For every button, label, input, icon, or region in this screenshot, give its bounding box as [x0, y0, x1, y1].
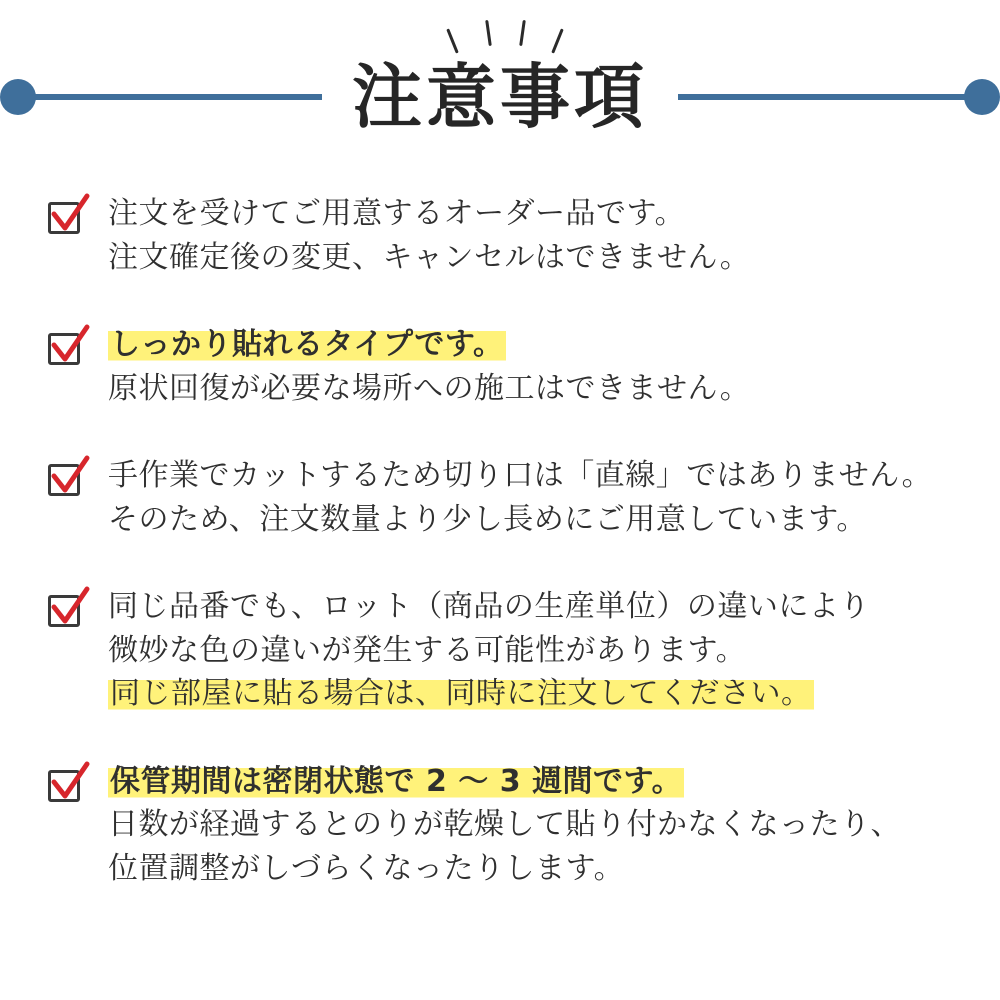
checkbox-checked-icon	[46, 329, 86, 369]
list-item-text	[108, 760, 960, 891]
list-item	[46, 760, 960, 891]
list-item	[46, 323, 960, 410]
list-item-text	[108, 192, 960, 279]
notice-line: しっかり貼れるタイプです。	[110, 327, 504, 362]
rule-left	[34, 94, 322, 100]
list-item	[46, 192, 960, 279]
bullet-dot-right	[964, 79, 1000, 115]
notice-line: 位置調整がしづらくなったりします。	[108, 850, 625, 886]
notice-list	[0, 192, 1000, 890]
notice-line: 注文確定後の変更、キャンセルはできません。	[108, 239, 751, 275]
list-item-text	[108, 323, 960, 410]
bullet-dot-left	[0, 79, 36, 115]
notice-line: 微妙な色の違いが発生する可能性があります。	[108, 632, 747, 668]
checkbox-checked-icon	[46, 460, 86, 500]
list-item-text	[108, 585, 960, 716]
notice-line: 手作業でカットするため切り口は「直線」ではありません。	[108, 458, 933, 493]
checkbox-checked-icon	[46, 198, 86, 238]
rule-right	[678, 94, 966, 100]
notice-line: 原状回復が必要な場所への施工はできません。	[108, 370, 751, 406]
notice-line: そのため、注文数量より少し長めにご用意しています。	[108, 501, 867, 537]
notice-line: 注文を受けてご用意するオーダー品です。	[108, 196, 686, 231]
checkbox-checked-icon	[46, 591, 86, 631]
notice-line: 同じ品番でも、ロット（商品の生産単位）の違いにより	[108, 589, 870, 624]
list-item	[46, 454, 960, 541]
page-header	[0, 0, 1000, 170]
notice-line: 保管期間は密閉状態で 2 〜 3 週間です。	[110, 763, 683, 799]
list-item-text	[108, 454, 960, 541]
checkbox-checked-icon	[46, 766, 86, 806]
list-item	[46, 585, 960, 716]
title-row	[0, 56, 1000, 138]
notice-line: 同じ部屋に貼る場合は、同時に注文してください。	[110, 676, 812, 711]
page-title: 注意事項	[352, 56, 648, 138]
notice-line: 日数が経過するとのりが乾燥して貼り付かなくなったり、	[108, 807, 901, 842]
